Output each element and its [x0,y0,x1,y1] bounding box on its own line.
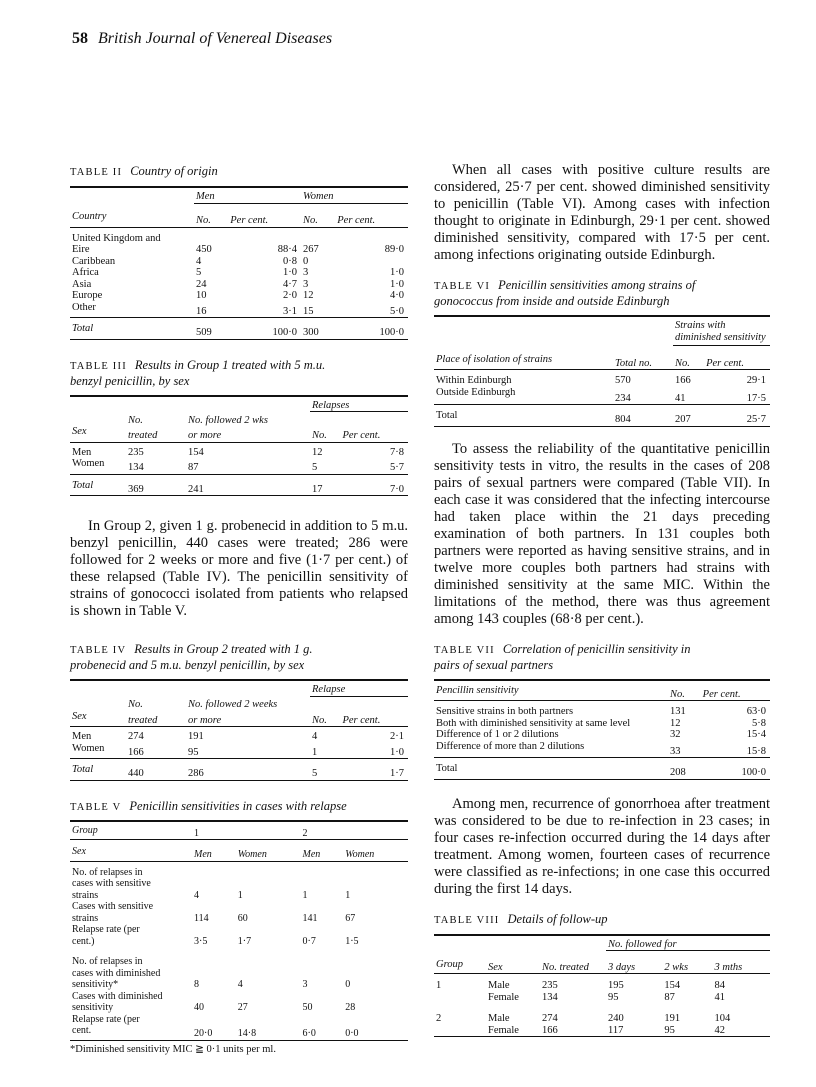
table-row: cent. 20·0 14·8 6·0 0·0 [70,1025,408,1040]
table-row: Africa 5 1·0 3 1·0 [72,267,404,278]
paragraph-recurrence: Among men, recurrence of gonorrhoea after treatment was considered to be due to re-infection in 23 cases; in four cases re-infection occurred during the 14 days after treatment. Among women, fourteen cases of recurrence were classified as re-infections; in one case this occurred during the first 14 days. [434,795,770,897]
group-header-women: Women [301,187,408,203]
paragraph-all-cases: When all cases with positive culture results are considered, 25·7 per cent. showed diminished sensitivity to penicillin (Table VI). Among cases with infection thought to originate in Edinburgh, 29·1 per cent. showed diminished sensitivity, compared with 17·5 per cent. among infections originating outside Edinburgh. [434,162,770,263]
table-7-caption: TABLE VII Correlation of penicillin sensitivity in pairs of sexual partners [434,641,691,672]
total-row: Total 804 207 25·7 [434,405,770,427]
table-cell: United Kingdom and [72,232,161,244]
table-row: Sensitive strains in both partners 131 63·0 [436,706,766,717]
total-row: Total 440 286 5 1·7 [70,759,408,781]
col-header: No. [302,215,318,226]
table-8-caption: TABLE VIII Details of follow-up [434,911,608,926]
table-7: TABLE VII Correlation of penicillin sensitivity in pairs of sexual partners Pencillin sensitivity No. Per cent. Sensitive strains in both partners 131 63·0 Both with diminished sensitivity at same level 12 5·8 Difference of 1 or 2 dilutions 32 15·4 Difference of more than 2 dilutions 33 15·8 Total 208 100·0 [434,642,770,780]
group-header: No. followed for [606,935,770,951]
table-row: Difference of more than 2 dilutions 33 15·8 [434,741,770,758]
table-title: Country of origin [130,164,218,178]
group-header-men: Men [194,187,301,203]
col-header: Per cent. [230,215,269,226]
table-row: Caribbean 4 0·8 0 [72,255,309,267]
table-row: Both with diminished sensitivity at same level 12 5·8 [436,717,766,729]
table-4: TABLE IV Results in Group 2 treated with 1 g. probenecid and 5 m.u. benzyl penicillin, by sex Relapse No. No. followed 2 weeks Sex treated or more No. Per cent. Men 274 191 4 2·1 Women 166 95 1 1·0 Total 440 286 5 1·7 [70,642,408,781]
table-6: TABLE VI Penicillin sensitivities among strains of gonococcus from inside and outside Edinburgh Strains with diminished sensitivity Place of isolation of strains Total no. No. Per cent. Within Edinburgh 570 166 29·1 Outside Edinburgh 234 41 17·5 Total 804 207 25·7 [434,278,770,427]
table-row: Outside Edinburgh 234 41 17·5 [434,387,770,405]
group-header: Relapse [310,680,408,696]
total-row: Total 509 100·0 300 100·0 [70,318,408,340]
table-row: sensitivity 40 27 50 28 [72,1002,356,1013]
running-header [72,30,332,48]
table-8: TABLE VIII Details of follow-up No. followed for Group Sex No. treated 3 days 2 wks 3 mths 1 Male 235 195 154 84 Female 134 95 87 41 2 Male 274 240 191 104 Female 166 117 95 42 [434,912,770,1038]
table-2-caption [70,164,408,180]
table-row: sensitivity* 8 4 3 0 [72,979,351,990]
table-row: Men 235 154 12 7·8 [72,446,404,458]
table-5: TABLE V Penicillin sensitivities in cases with relapse Group 1 2 Sex Men Women Men Women No. of relapses in cases with sensitive strains 4 1 1 1 Cases with sensitive strains 114 60 141 67 Relapse rate (per cent.) 3·5 1·7 0·7 1·5 No. of relapses in cases with diminished sensitivity* 8 4 3 0 Cases with diminished sensitivity 40 27 50 28 Relapse rate (per cent. 20·0 14·8 6·0 0·0 *Diminished sensitivity MIC ≧ 0·1 units per ml. [70,799,408,1055]
table-row: strains 114 60 141 67 [72,912,356,924]
col-header: No. [196,215,211,226]
col-header: Per cent. [337,215,376,226]
table-3-caption: TABLE III Results in Group 1 treated with 5 m.u. benzyl penicillin, by sex [70,357,326,388]
table-row: Eire 450 88·4 267 89·0 [72,244,404,255]
table-3: TABLE III Results in Group 1 treated with 5 m.u. benzyl penicillin, by sex Relapses No. No. followed 2 wks Sex treated or more No. Per cent. Men 235 154 12 7·8 Women 134 87 5 5·7 Total 369 241 17 7·0 [70,358,408,497]
table-row: Within Edinburgh 570 166 29·1 [436,375,766,386]
table-2 [70,164,408,340]
table-row: 1 Male 235 195 154 84 [436,980,725,991]
table-row: Difference of 1 or 2 dilutions 32 15·4 [436,729,766,740]
table-row: Asia 24 4·7 3 1·0 [72,278,404,290]
table-row: Europe 10 2·0 12 4·0 [72,290,404,301]
table-row: Men 274 191 4 2·1 [72,731,404,742]
total-row: Total 208 100·0 [434,758,770,780]
col-header: Country [72,211,107,222]
table-6-caption: TABLE VI Penicillin sensitivities among strains of gonococcus from inside and outside Edinburgh [434,278,696,308]
table-row: strains 4 1 1 1 [72,889,351,901]
table-row: Female 166 117 95 42 [434,1025,770,1037]
table-5-caption: TABLE V Penicillin sensitivities in cases with relapse [70,798,347,813]
group-header: Relapses [310,396,408,412]
left-column [70,164,408,1055]
right-column [434,162,770,1037]
table-row: cent.) 3·5 1·7 0·7 1·5 [72,935,359,947]
table-4-caption: TABLE IV Results in Group 2 treated with 1 g. probenecid and 5 m.u. benzyl penicillin, by sex [70,642,313,672]
table-row: 2 Male 274 240 191 104 [436,1013,731,1024]
table-row: Female 134 95 87 41 [488,991,725,1003]
total-row: Total 369 241 17 7·0 [70,474,408,496]
table-row: Women 134 87 5 5·7 [70,458,408,474]
table-label: TABLE II [70,167,123,178]
table-row: Women 166 95 1 1·0 [70,743,408,759]
journal-title: British Journal of Venereal Diseases [98,30,333,47]
table-5-footnote: *Diminished sensitivity MIC ≧ 0·1 units per ml. [70,1043,276,1055]
table-row: Other 16 3·1 15 5·0 [70,302,408,318]
paragraph-reliability: To assess the reliability of the quantitative penicillin sensitivity tests in vitro, the results in the cases of 208 pairs of sexual partners were compared (Table VII). In each case it was considered that the infecting intercourse had taken place within the 21 days preceding examination of both partners. In 131 couples both partners were reported as having sensitive strains, and in twelve more couples both partners had strains with diminished sensitivity at the same MIC. Within the limitations of the method, there was thus agreement among 143 couples (68·8 per cent.). [434,440,770,627]
page-number: 58 [72,30,88,47]
paragraph-group2: In Group 2, given 1 g. probenecid in addition to 5 m.u. benzyl penicillin, 440 cases were treated; 286 were followed for 2 weeks or more and five (1·7 per cent.) of these relapsed (Table IV). The penicillin sensitivity of strains of gonococci isolated from patients who relapsed is shown in Table V. [70,518,408,619]
